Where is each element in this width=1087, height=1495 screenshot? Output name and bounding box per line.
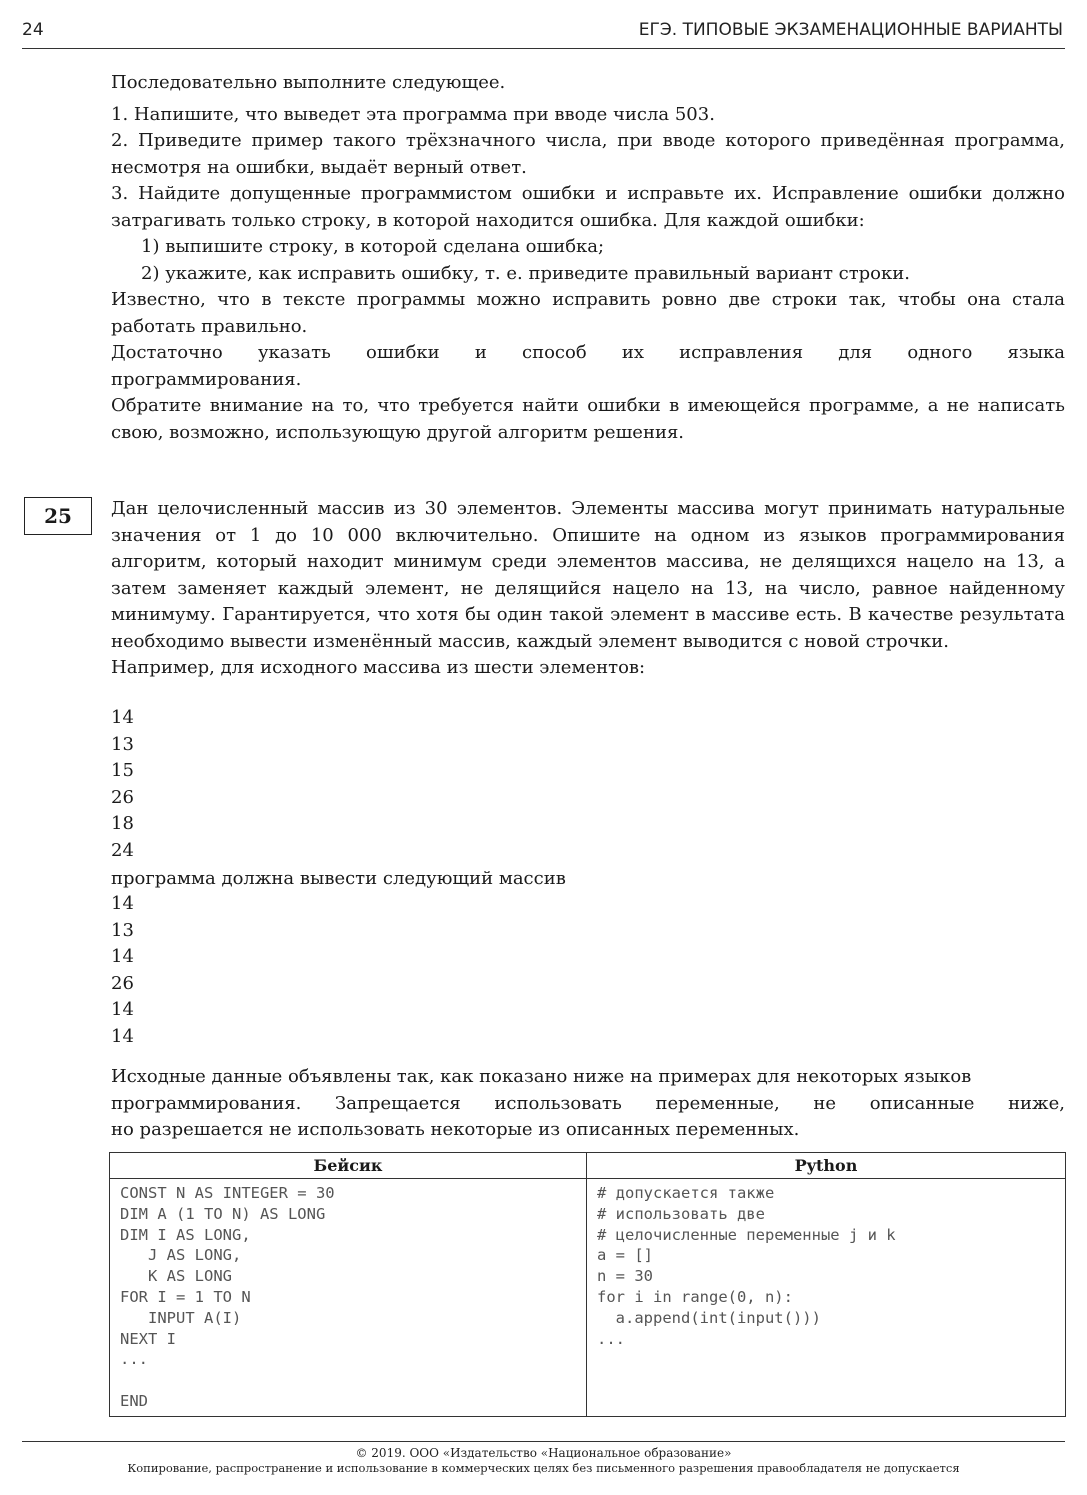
basic-code-line: FOR I = 1 TO N [120, 1287, 251, 1306]
python-code-line: a = [] [597, 1246, 653, 1265]
known-note: Известно, что в тексте программы можно исправить ровно две строки так, чтобы она стала работать правильно. [111, 289, 1065, 337]
output-value: 14 [111, 946, 134, 967]
basic-code-line: NEXT I [120, 1329, 176, 1348]
input-value: 13 [111, 733, 134, 755]
task-number-badge: 25 [24, 497, 92, 535]
footer-copyright: © 2019. ООО «Издательство «Национальное образование» [355, 1446, 732, 1460]
enough-note-line1: Достаточно указать ошибки и способ их исправления для одного языка [111, 342, 1065, 363]
output-intro-block [111, 866, 1065, 893]
task24-instructions [111, 70, 1065, 446]
footer-notice: Копирование, распространение и использование в коммерческих целях без письменного разрешения правообладателя не допускается [127, 1461, 960, 1475]
python-code-line: n = 30 [597, 1267, 653, 1286]
basic-code-line: J AS LONG, [120, 1246, 242, 1265]
instruction-item-3: 3. Найдите допущенные программистом ошибки и исправьте их. Исправление ошибки должно затрагивать только строку, в которой находится ошибка. Для каждой ошибки: [111, 183, 1065, 231]
code-table-body-row [110, 1179, 1066, 1417]
basic-code-line: CONST N AS INTEGER = 30 [120, 1184, 335, 1202]
instruction-subitem-2: 2) укажите, как исправить ошибку, т. е. приведите правильный вариант строки. [141, 262, 910, 284]
running-title: ЕГЭ. ТИПОВЫЕ ЭКЗАМЕНАЦИОННЫЕ ВАРИАНТЫ [638, 20, 1063, 40]
enough-note-line2: программирования. [111, 368, 302, 390]
task25-statement-block [111, 496, 1065, 682]
python-code-line: # целочисленные переменные j и k [597, 1225, 896, 1244]
python-code-line: ... [597, 1329, 625, 1348]
basic-code-cell [110, 1179, 587, 1417]
declaration-line-3: но разрешается не использовать некоторые из описанных переменных. [111, 1119, 800, 1140]
attention-note: Обратите внимание на то, что требуется найти ошибки в имеющейся программе, а не написать свою, возможно, использующую другой алгоритм решения. [111, 395, 1065, 443]
code-table-header-row [110, 1153, 1066, 1179]
basic-column-header: Бейсик [110, 1153, 587, 1179]
task25-statement: Дан целочисленный массив из 30 элементов. Элементы массива могут принимать натуральные значения от 1 до 10 000 включительно. Опишите на одном из языков программирования алгоритм, который находит минимум среди элементов массива, не делящихся нацело на 13, а затем заменяет каждый элемент, не делящийся нацело на 13, на число, равное найденному минимуму. Гарантируется, что хотя бы один такой элемент в массиве есть. В качестве результата необходимо вывести изменённый массив, каждый элемент выводится с новой строчки. [111, 498, 1065, 652]
python-column-header: Python [587, 1153, 1066, 1179]
input-value: 26 [111, 786, 134, 808]
input-value: 15 [111, 760, 134, 781]
output-value: 14 [111, 1025, 134, 1047]
basic-code-line: DIM I AS LONG, [120, 1225, 251, 1244]
python-code-line: for i in range(0, n): [597, 1287, 793, 1306]
instruction-item-2: 2. Приведите пример такого трёхзначного числа, при вводе которого приведённая программа, несмотря на ошибки, выдаёт верный ответ. [111, 130, 1065, 178]
input-value: 24 [111, 839, 134, 861]
output-value: 26 [111, 972, 134, 994]
basic-code-line: INPUT A(I) [120, 1308, 242, 1327]
python-code-line: a.append(int(input())) [597, 1308, 821, 1327]
instruction-subitem-1: 1) выпишите строку, в которой сделана ошибка; [141, 236, 605, 257]
example-intro: Например, для исходного массива из шести элементов: [111, 657, 646, 678]
page-number: 24 [22, 20, 44, 40]
basic-code-line: K AS LONG [120, 1267, 232, 1286]
input-value: 14 [111, 707, 134, 728]
footer-rule [22, 1441, 1065, 1442]
python-code-line: # допускается также [597, 1184, 775, 1202]
example-output-list [111, 891, 134, 1050]
python-code-line: # использовать две [597, 1204, 765, 1223]
declaration-note [111, 1064, 1065, 1144]
instruction-item-1: 1. Напишите, что выведет эта программа при вводе числа 503. [111, 103, 715, 125]
declaration-line-2: программирования. Запрещается использовать переменные, не описанные ниже, [111, 1092, 1065, 1114]
header-rule [22, 48, 1065, 49]
code-declarations-table [109, 1152, 1066, 1417]
basic-code-line: END [120, 1391, 148, 1410]
basic-code-line: DIM A (1 TO N) AS LONG [120, 1204, 326, 1223]
declaration-line-1: Исходные данные объявлены так, как показано ниже на примерах для некоторых языков [111, 1066, 972, 1087]
output-value: 14 [111, 999, 134, 1020]
python-code-cell [587, 1179, 1066, 1417]
basic-code-line: ... [120, 1350, 148, 1369]
instructions-intro: Последовательно выполните следующее. [111, 72, 506, 93]
output-value: 13 [111, 919, 134, 941]
output-intro: программа должна вывести следующий массив [111, 868, 566, 889]
output-value: 14 [111, 893, 134, 914]
basic-code-line [120, 1370, 576, 1391]
input-value: 18 [111, 813, 134, 834]
example-input-list [111, 705, 134, 864]
